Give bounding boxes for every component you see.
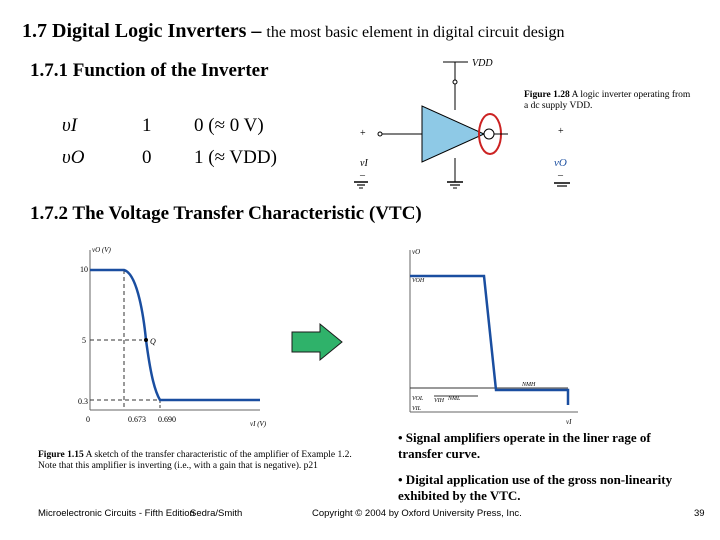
- input-minus: –: [360, 170, 365, 181]
- nml-label: NML: [448, 396, 461, 402]
- vtc-chart-ideal: [398, 240, 598, 440]
- ideal-transfer-curve: [410, 276, 568, 405]
- vtc-chart-example: [80, 240, 280, 440]
- caption-text: A sketch of the transfer characteristic of the amplifier of Example 1.2. Note that this amplifier is inverting (i.e., with a gain that is negative). p21: [38, 450, 352, 471]
- footer-book: Microelectronic Circuits - Fifth Edition: [38, 508, 195, 519]
- y-tick-5: 5: [82, 336, 86, 345]
- figure-1-15-caption: [38, 450, 360, 472]
- output-minus: –: [558, 170, 563, 181]
- row-output: 1 (≈ VDD): [194, 147, 277, 168]
- output-terminal: [548, 120, 578, 190]
- supply-node: [453, 80, 457, 84]
- row-output: 0 (≈ 0 V): [194, 115, 264, 136]
- y-tick-0-3: 0.3: [78, 397, 88, 406]
- inverter-triangle: [422, 106, 484, 162]
- vi-label: vI: [566, 418, 572, 426]
- input-plus: +: [360, 128, 366, 139]
- title-subtitle: the most basic element in digital circuit design: [266, 24, 565, 41]
- footer-copyright: Copyright © 2004 by Oxford University Press, Inc.: [312, 508, 522, 519]
- inverter-circuit-figure: [340, 44, 520, 194]
- supply-label: VDD: [472, 58, 493, 69]
- nmh-label: NMH: [522, 382, 536, 388]
- x-tick-0: 0: [86, 415, 90, 424]
- truth-table: [48, 110, 277, 174]
- input-node: [378, 132, 382, 136]
- table-row: [48, 142, 277, 174]
- bullet-signal-amplifiers: • Signal amplifiers operate in the liner rage of transfer curve.: [398, 430, 651, 461]
- figure-1-28-caption: [524, 90, 694, 112]
- row-label: υO: [62, 147, 85, 168]
- caption-label: Figure 1.15: [38, 450, 84, 460]
- row-label: υI: [62, 115, 78, 136]
- section-heading-function: 1.7.1 Function of the Inverter: [30, 60, 269, 81]
- q-point: [144, 338, 148, 342]
- vil-label: VIL: [412, 406, 421, 412]
- transfer-curve: [90, 270, 260, 400]
- caption-label: Figure 1.28: [524, 90, 570, 100]
- row-input: 1: [142, 115, 152, 136]
- row-input: 0: [142, 147, 152, 168]
- arrow-icon: [290, 322, 346, 362]
- voh-label: VOH: [412, 278, 425, 284]
- x-axis-label: vI (V): [250, 420, 267, 428]
- footer-authors: Sedra/Smith: [190, 508, 243, 519]
- q-point-label: Q: [150, 337, 156, 346]
- section-heading-vtc: 1.7.2 The Voltage Transfer Characteristic (VTC): [30, 203, 422, 224]
- page-number: 39: [694, 508, 705, 519]
- caption-text: A logic inverter operating from a dc supply VDD.: [524, 90, 691, 111]
- slide-title: [22, 20, 565, 43]
- input-label: vI: [360, 158, 368, 169]
- x-tick-0-673: 0.673: [128, 415, 146, 424]
- table-row: [48, 110, 277, 142]
- y-tick-10: 10: [80, 265, 88, 274]
- vol-label: VOL: [412, 396, 424, 402]
- x-tick-0-690: 0.690: [158, 415, 176, 424]
- vih-label: VIH: [434, 398, 444, 404]
- arrow-shape: [292, 324, 342, 360]
- inverter-bubble: [484, 129, 494, 139]
- title-dash: –: [251, 20, 262, 42]
- title-main: 1.7 Digital Logic Inverters: [22, 20, 247, 42]
- y-axis-label: vO (V): [92, 246, 111, 254]
- vo-label: vO: [412, 248, 421, 256]
- output-plus: +: [558, 126, 564, 137]
- output-label: vO: [554, 157, 567, 169]
- bullet-digital-application: • Digital application use of the gross non-linearity exhibited by the VTC.: [398, 472, 673, 503]
